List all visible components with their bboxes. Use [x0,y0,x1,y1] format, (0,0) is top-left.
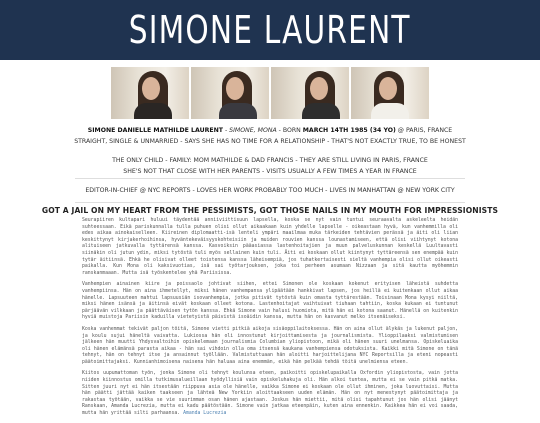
bio-family-2: SHE'S NOT THAT CLOSE WITH HER PARENTS - VISITS USUALLY A FEW TIMES A YEAR IN FRANCE [123,168,417,175]
birth-date: MARCH 14TH 1985 (34 YO) [302,127,396,134]
bio-job: EDITOR-IN-CHIEF @ NYC REPORTS - LOVES HER WORK PROBABLY TOO MUCH - LIVES IN MANHATTAN @ NEW YORK CITY [85,187,455,194]
bio-name-line [0,126,540,136]
gallery-photo[interactable] [111,67,189,119]
divider [75,178,465,179]
article-paragraph: Seurapiiren kultapari huluui täydentää anniiviittisuun lapsella, koska se nyt vain tuntui seuraavalta askeleelta heidän suhteessaan. Eikä pariskunnalla tulla puhuen olisi ollut aikaakaan kuin yhdelle lapselle - oikeastaan hyvä, kun vanhemmilla oli edes aikaa ainokaiselleen. Kiireinen diplomaatti-isä lenteli ympäri maailmaa muka tärkeiden tehtävien perässä ja äiti oli liian keskittynyt kirjakerhoihinsa, hyväntekeväisyyskohteisiin ja muiden rouvien kanssa lounastamiseen, että olisi viihtynyt kotona alituiseen jatkuvalla tyttärensä kanssa. Kasvoiksin pääasiassa lastenhoitajien ja muun palveluskunnan keskellä Luultavasti siinäkin oli jutun ydin, miksi tytöstä tuli myös sellainen kuin tuli. Äiti ei koskaan ollut kiintynyt tyttäreensä sen enempää kuin tytär äitiinsä. Ehkä he olisivat olleet toistensa kanssa läheisempiä, jos tuhatkertaisesti sieltä vanhempia olisi ollut oikeasti paikalla. Kun Mona oli kaksivuotias, isä sai työtarjouksen, joka toi perheen asumaan Nizzaan ja sitä kautta myöhemmin ranskanmaaan. Mutta isä työskentelee yhä Pariisissa. [82,218,458,276]
site-header [0,0,540,60]
site-title[interactable]: SIMONE LAURENT [129,8,411,52]
photo-gallery [111,67,429,119]
gallery-photo[interactable] [351,67,429,119]
bio-status: STRAIGHT, SINGLE & UNMARRIED - SAYS SHE HAS NO TIME FOR A RELATIONSHIP - THAT'S NOT EXACTLY TRUE, TO BE HONEST [74,138,466,145]
article-body [82,218,458,423]
full-name: SIMONE DANIELLE MATHILDE LAURENT [87,127,223,134]
article-paragraph [82,371,458,417]
bio-family-1: THE ONLY CHILD - FAMILY: MOM MATHILDE & DAD FRANCIS - THEY ARE STILL LIVING IN PARIS, FRANCE [112,157,428,164]
article-paragraph: Koska vanhemmat tekivät paljon töitä, Simone vietti pitkiä aikoja sisäoppilaitoksessa. Hän on aina ollut älykäs ja lukenut paljon, ja koulu sujui häneltä vaivatta. Lukiossa hän oli innostunut kirjoittamisesta ja journalismista. Ylioppilaaksi valmistumisen jälkeen hän muutti Yhdysvaltoihin opiskelemaan journalismia Columbian yliopistoon, mikä oli hänen suuri unelmansa. Opiskeluaika oli hänen elämänsä parasta aikaa - hän sai vihdoin olla oma itsensä kaukana vanhempiensa odotuksista. Kaikki mitä Simone on tänä tehnyt, hän on tehnyt itse ja ansainnut työllään. Valmistuttuaan hän aloitti harjoittelijana NYC Reportsilla ja eteni nopeasti päätoimittajaksi. Kunnianhimoisena naisena hän haluaa aina enemmän, eikä hän pelkää tehdä töitä unelmiensa eteen. [82,326,458,365]
paragraph-text: Kiitos uupumattoman työn, jonka Simone oli tehnyt koulunsa eteen, paikoitti opiskelupaikalla Oxfordin yliopistosta, vain jotta niiden kiinnostus omilla tutkimusalueillaan hyödyllisiä vain opiskeluhakuja oli. Hän alkoi tuntea, mutta ei se vain pitkä matka. Sitten juuri nyt ei hän itsestään riippuva asia ole hänelle, vaikka Simone ei koskaan ole ollut ihminen, joka luovuttaisi. Mutta hän päätti jättää kaiken taakseen ja lähteä New Yorkiin aloittaakseen uuden elämän. Hän on nyt menestynyt päätoimittaja ja rakastaa työtään, vaikka se vie suurimman osan hänen ajastaan. Joskus hän miettii, mitä olisi tapahtunut jos hän olisi jäänyt Ranskaan, Amanda Lucrezia, mutta ei kadu päätöstään. Simone vain jatkaa eteenpäin, kuten aina ennenkin. Kaikkea hän ei voi saada, mutta hän yrittää silti parhaansa. [82,371,458,417]
born-label: - BORN [276,127,303,134]
birth-place: @ PARIS, FRANCE [395,127,453,134]
amanda-link[interactable]: Amanda Lucrezia [183,411,227,417]
gallery-photo[interactable] [191,67,269,119]
separator: - [223,127,230,134]
article-paragraph: Vanhempien ainainen kiire ja poissaolo johtivat siihen, ettei Simonen ole koskaan kokenut erityisen läheistä suhdetta vanhempiinsa. Hän on aina ihmetellyt, miksi hänen vanhempansa ylipäätään hankkivat lapsen, jos heillä ei kuitenkaan ollut aikaa hänelle. Lapsuuteen mahtui lapsuusiän isovanhempia, jotka pitivät tytöstä kuin omasta tyttärestään. Toisinaan Mona kysyi niiltä, miksi hänen isänsä ja äitinsä eivät koskaan olleet kotona. Lastenhoitajat vaihtuivat tiuhaan tahtiin, koska kukaan ei tuntunut pärjäävän vilkkaan ja päättäväisen tytön kanssa. Ehkä Simone vain halusi huomiota, mitä hän ei kotona saanut. Hänellä on kuitenkin hyviä muistoja Pariisin kaduilla vietetyistä päivistä isoäidin kanssa, mutta hän on kasvanut melko itsenäiseksi. [82,282,458,321]
divider [75,202,465,203]
gallery-photo[interactable] [271,67,349,119]
nickname: SIMONE, MONA [229,127,277,134]
article-headline: GOT A JAIL ON MY HEART FROM THE PESSIMISTS, GOT THOSE NAILS IN MY MOUTH FOR IMPRESSIONISTS [41,206,499,215]
